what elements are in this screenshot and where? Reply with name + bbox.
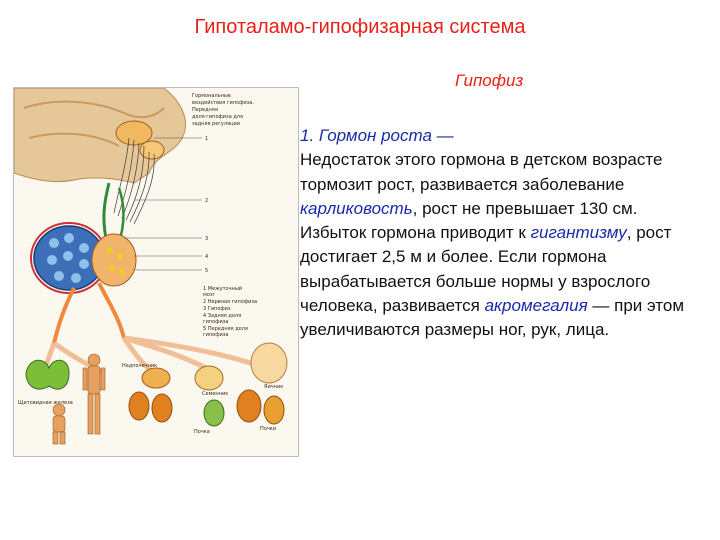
body-text bbox=[300, 124, 700, 343]
figure-legend bbox=[203, 285, 257, 338]
caption-line: доля гипофиза для bbox=[192, 114, 244, 120]
term-acromegaly: акромегалия bbox=[484, 296, 588, 316]
term-gigantism: гигантизму bbox=[530, 223, 627, 243]
term-dwarfism: карликовость bbox=[300, 198, 413, 218]
organ-label: Надпочечник bbox=[122, 363, 158, 369]
legend-line: 3 Гипофиз bbox=[203, 306, 231, 312]
caption-line: задняя регуляции bbox=[192, 121, 240, 127]
organ-label: Яичник bbox=[264, 384, 284, 390]
kidney bbox=[237, 390, 261, 422]
posterior-pituitary bbox=[92, 234, 136, 286]
testis bbox=[195, 366, 223, 390]
caption-line: воздействия гипофиза. bbox=[192, 100, 254, 106]
marker-label: 1 bbox=[205, 136, 209, 142]
organ-label: Семенник bbox=[202, 391, 229, 397]
legend-line: 1 Межуточный bbox=[203, 286, 243, 292]
legend-line: гипофиза bbox=[203, 332, 229, 338]
legend-line: 2 Нервная гипофиза bbox=[203, 299, 258, 305]
organ-label: Щитовидная железа bbox=[18, 400, 73, 406]
organ-label: Почка bbox=[194, 429, 210, 435]
marker-label: 3 bbox=[205, 236, 209, 242]
slide-title: Гипоталамо-гипофизарная система bbox=[194, 16, 526, 38]
figure-markers bbox=[205, 136, 208, 274]
legend-line: 4 Задняя доля bbox=[203, 313, 242, 319]
figure-caption bbox=[192, 93, 254, 127]
hypothalamus-pituitary-illustration bbox=[13, 87, 299, 457]
paragraph-segment: , рост не превышает 130 см. Избыток гормона приводит к bbox=[300, 198, 638, 243]
kidney bbox=[152, 394, 172, 422]
kidney bbox=[264, 396, 284, 424]
legend-line: 5 Передняя доля bbox=[203, 326, 248, 332]
paragraph-segment: Недостаток этого гормона в детском возрасте тормозит рост, развивается заболевание bbox=[300, 150, 663, 194]
marker-label: 4 bbox=[205, 254, 209, 260]
ovary bbox=[204, 400, 224, 426]
dwarf-figure bbox=[53, 404, 65, 444]
caption-line: Передняя bbox=[192, 107, 218, 113]
organ-label: Почки bbox=[260, 426, 277, 432]
legend-line: мозг bbox=[203, 292, 216, 298]
thyroid-gland bbox=[26, 360, 69, 389]
marker-label: 5 bbox=[205, 268, 209, 274]
portal-vessel bbox=[104, 183, 109, 238]
paragraph-segment: — при этом увеличиваются размеры ног, рук, лица. bbox=[300, 296, 685, 340]
marker-label: 2 bbox=[205, 198, 209, 204]
caption-line: Гормональные bbox=[192, 93, 231, 99]
illustration-svg bbox=[14, 88, 298, 456]
organ-egg bbox=[251, 343, 287, 383]
section-heading: 1. Гормон роста — bbox=[300, 126, 454, 145]
paragraph-segment: , рост достигает 2,5 м и более. Если гормона вырабатывается больше нормы у взрослого человека, развивается bbox=[300, 223, 672, 316]
kidney bbox=[129, 392, 149, 420]
legend-line: гипофиза bbox=[203, 319, 229, 325]
hormone-stream bbox=[99, 283, 124, 338]
adrenal-gland bbox=[142, 368, 170, 388]
hormone-stream bbox=[54, 288, 74, 343]
slide-subtitle: Гипофиз bbox=[455, 71, 524, 90]
